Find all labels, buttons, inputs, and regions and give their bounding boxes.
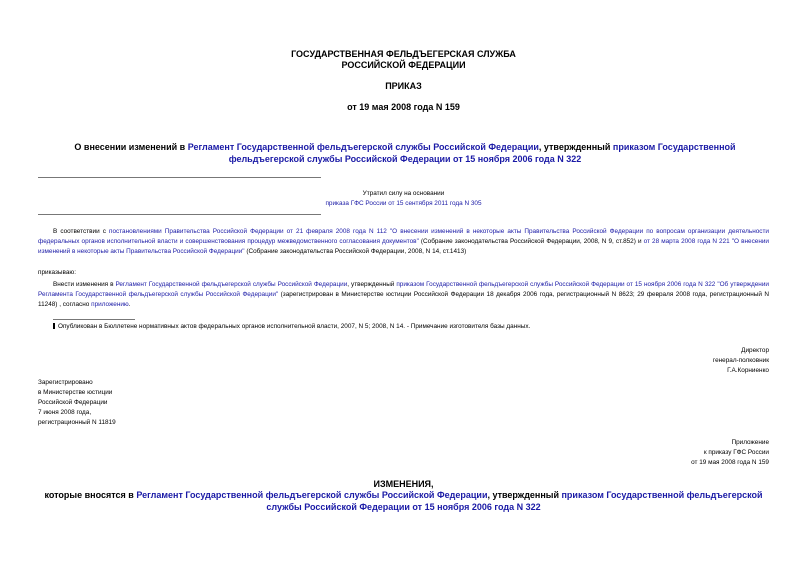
para2-text3: (зарегистрирован в Министерстве юстиции Российской Федерации 18 декабря 2006 года, регистрационный N 8623; 29 февраля 2008 года, регистрационный N 11248) xyxy=(38,291,769,308)
agency-name-line1: ГОСУДАРСТВЕННАЯ ФЕЛЬДЪЕГЕРСКАЯ СЛУЖБА xyxy=(291,49,516,59)
paragraph-order xyxy=(38,280,769,310)
changes-prefix: которые вносятся в xyxy=(44,490,137,500)
footnote xyxy=(53,322,773,332)
changes-heading: ИЗМЕНЕНИЯ, xyxy=(373,479,434,489)
title-prefix: О внесении изменений в xyxy=(74,142,188,152)
para1-text3: (Собрание законодательства Российской Федерации, 2008, N 14, ст.1413) xyxy=(244,248,467,255)
para2-text2: , утвержденный xyxy=(347,281,397,288)
status-link-repeal-order[interactable]: приказа ГФС России от 15 сентября 2011 года N 305 xyxy=(325,200,482,207)
registration-block xyxy=(38,378,116,428)
changes-link-order[interactable]: приказом Государственной фельдъегерской службы Российской Федерации от 15 ноября 2006 года N 322 xyxy=(266,490,763,512)
para2-link-order-322[interactable]: приказом Государственной фельдъегерской службы Российской Федерации от 15 ноября 2006 года N 322 "Об утверждении Регламента Государственной фельдъегерской службы Российской Федерации" xyxy=(38,281,769,298)
footnote-divider xyxy=(53,319,135,320)
signature-position2: генерал-полковник xyxy=(712,357,769,364)
para2-link-appendix[interactable]: приложению xyxy=(91,301,129,308)
para1-text1: В соответствии с xyxy=(53,228,109,235)
footnote-text: Опубликован в Бюллетене нормативных актов федеральных органов исполнительной власти, 2007, N 5; 2008, N 14. - Примечание изготовителя базы данных. xyxy=(58,323,531,330)
para2-text5: . xyxy=(128,301,131,308)
signature-name: Г.А.Корниенко xyxy=(727,367,769,374)
appendix-line1: Приложение xyxy=(731,439,769,446)
appendix-line3: от 19 мая 2008 года N 159 xyxy=(691,459,769,466)
doc-title xyxy=(60,141,750,165)
registration-line3: Российской Федерации xyxy=(38,399,108,406)
registration-line2: в Министерстве юстиции xyxy=(38,389,113,396)
doc-date: от 19 мая 2008 года N 159 xyxy=(347,102,460,112)
paragraph-basis xyxy=(38,227,769,257)
order-word: приказываю: xyxy=(38,269,76,276)
registration-line5: регистрационный N 11819 xyxy=(38,419,116,426)
changes-mid: , утвержденный xyxy=(487,490,562,500)
signature-position1: Директор xyxy=(741,347,769,354)
para1-text2: (Собрание законодательства Российской Федерации, 2008, N 9, ст.852) и xyxy=(418,238,644,245)
para2-text1: Внести изменения в xyxy=(53,281,116,288)
para1-link-resolution-221[interactable]: от 28 марта 2008 года N 221 "О внесении изменений в некоторые акты Правительства Российской Федерации" xyxy=(38,238,769,255)
para2-text4: , согласно xyxy=(57,301,92,308)
registration-line1: Зарегистрировано xyxy=(38,379,93,386)
status-line2 xyxy=(0,199,807,209)
appendix-line2: к приказу ГФС России xyxy=(703,449,769,456)
signature-block xyxy=(713,346,769,376)
appendix-block xyxy=(691,438,769,468)
divider-top xyxy=(38,177,321,178)
title-link-order[interactable]: приказом Государственной фельдъегерской службы Российской Федерации от 15 ноября 2006 года N 322 xyxy=(228,142,736,164)
status-line1: Утратил силу на основании xyxy=(362,190,445,197)
doc-type: ПРИКАЗ xyxy=(385,81,422,91)
agency-name-line2: РОССИЙСКОЙ ФЕДЕРАЦИИ xyxy=(341,60,466,70)
title-mid: , утвержденный xyxy=(538,142,613,152)
divider-bottom xyxy=(38,214,321,215)
changes-subtitle xyxy=(40,489,767,513)
para2-link-reglament[interactable]: Регламент Государственной фельдъегерской службы Российской Федерации xyxy=(115,281,348,288)
changes-link-reglament[interactable]: Регламент Государственной фельдъегерской службы Российской Федерации xyxy=(136,490,488,500)
para1-link-resolution-112[interactable]: постановлениями Правительства Российской Федерации от 21 февраля 2008 года N 112 "О внесении изменений в некоторые акты Правительства Российской Федерации по вопросам организации деятельности федеральных органов исполнительной власти и совершенствования процедур межведомственного согласования документов" xyxy=(38,228,769,245)
title-link-reglament[interactable]: Регламент Государственной фельдъегерской службы Российской Федерации xyxy=(187,142,539,152)
registration-line4: 7 июня 2008 года, xyxy=(38,409,92,416)
footnote-marker xyxy=(53,323,55,329)
